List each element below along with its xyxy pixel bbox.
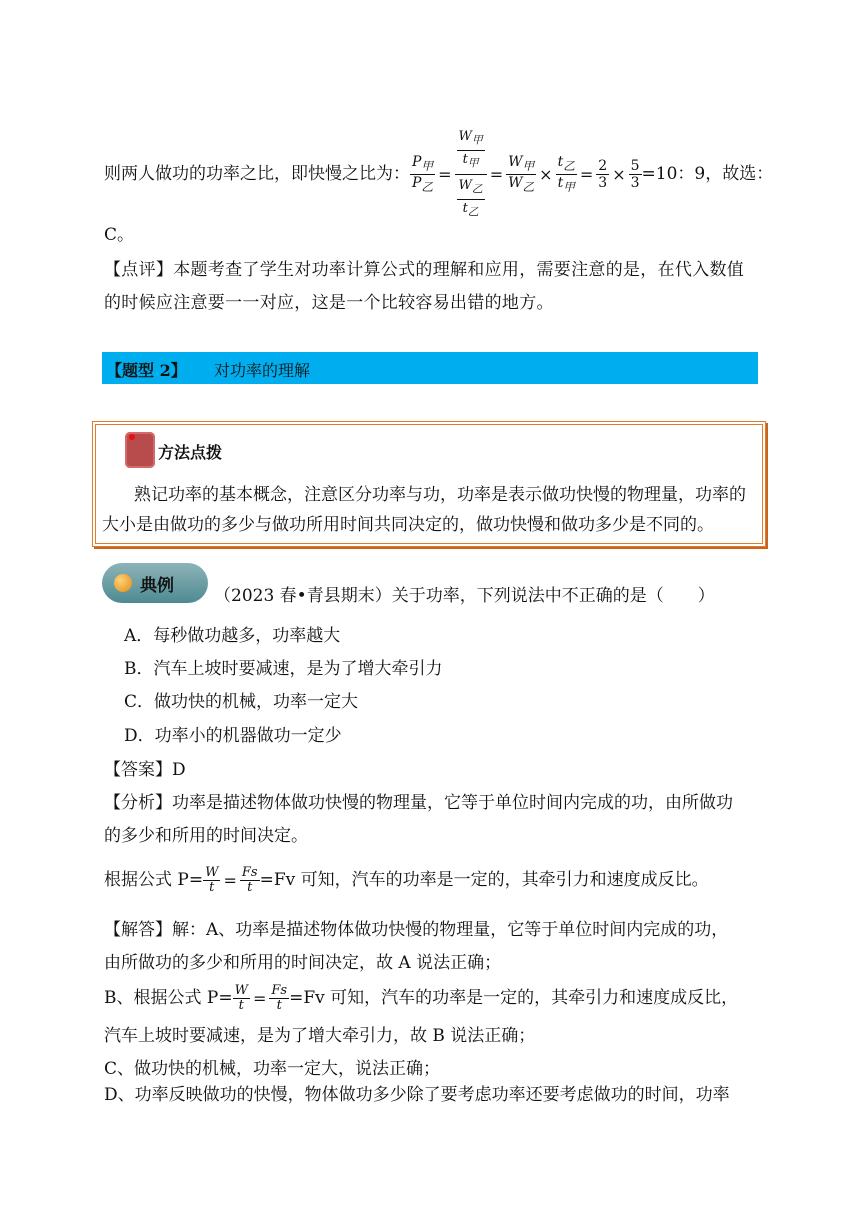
ratio-prefix: 则两人做功的功率之比，即快慢之比为： [104, 164, 410, 185]
analysis-line-1: 【分析】功率是描述物体做功快慢的物理量，它等于单位时间内完成的功，由所做功 [104, 793, 733, 813]
ratio-suffix: =10：9，故选： [641, 164, 774, 185]
time-ratio-fraction: $\frac{t_乙}{t_甲}$ [557, 154, 575, 194]
method-line-1: 熟记功率的基本概念，注意区分功率与功，功率是表示做功快慢的物理量，功率的 [134, 485, 746, 505]
solution-line-2: 由所做功的多少和所用的时间决定，故 A 说法正确； [104, 953, 502, 973]
option-c: C．做功快的机械，功率一定大 [124, 692, 359, 712]
method-line-2: 大小是由做功的多少与做功所用时间共同决定的，做功快慢和做功多少是不同的。 [102, 515, 714, 535]
solution-line-6: D、功率反映做功的快慢，物体做功多少除了要考虑功率还要考虑做功的时间，功率 [104, 1085, 730, 1105]
w-over-t-fraction: $\frac{W}{t}$ [205, 865, 219, 895]
fs-over-t-fraction-b: $\frac{Fs}{t}$ [271, 983, 288, 1013]
solution-line-5: C、做功快的机械，功率一定大，说法正确； [104, 1059, 441, 1079]
fs-over-t-fraction: $\frac{Fs}{t}$ [241, 865, 258, 895]
option-d: D．功率小的机器做功一定少 [124, 726, 342, 746]
work-ratio-fraction: $\frac{W_甲}{W_乙}$ [508, 154, 535, 194]
solution-line-1: 【解答】解：A、功率是描述物体做功快慢的物理量，它等于单位时间内完成的功， [104, 920, 729, 940]
question-type-bar [102, 352, 758, 384]
example-badge-label: 典例 [140, 576, 174, 596]
lhs-fraction: $\frac{P_甲}{P_乙}$ [412, 154, 434, 194]
method-heading: 方法点拨 [158, 443, 223, 462]
solution-line-4: 汽车上坡时要减速，是为了增大牵引力，故 B 说法正确； [104, 1026, 536, 1046]
w-over-t-fraction-b: $\frac{W}{t}$ [234, 983, 248, 1013]
comment-line-1: 【点评】本题考查了学生对功率计算公式的理解和应用，需要注意的是，在代入数值 [104, 260, 745, 280]
orange-ball-icon [114, 574, 132, 592]
type-label: 【题型 2】 [106, 361, 187, 380]
option-a: A．每秒做功越多，功率越大 [124, 626, 341, 646]
formula-line: 根据公式 P= $\frac{W}{t}$ = $\frac{Fs}{t}$ =Fv 可知，汽车的功率是一定的，其牵引力和速度成反比。 [104, 865, 709, 895]
example-question: （2023 春•青县期末）关于功率，下列说法中不正确的是（ ） [214, 586, 715, 606]
answer-line: 【答案】D [104, 760, 186, 780]
power-ratio-line: 则两人做功的功率之比，即快慢之比为： $\frac{P_甲}{P_乙}$ = $\frac{\frac{W_甲}{t_甲}}{\frac{W_乙}{t_乙}}$ = $\frac{W_甲}{W_乙}$ × $\frac{t_乙}{t_甲}$ = $\frac{2}{3}$ × $\frac{5}{3}$ =10：9，故选： [104, 126, 773, 223]
fraction-two-thirds: $\frac{2}{3}$ [598, 158, 608, 192]
option-b: B．汽车上坡时要减速，是为了增大牵引力 [124, 659, 443, 679]
type-title: 对功率的理解 [214, 361, 311, 380]
analysis-line-2: 的多少和所用的时间决定。 [104, 826, 308, 846]
nested-fraction: $\frac{\frac{W_甲}{t_甲}}{\frac{W_乙}{t_乙}}$ [455, 126, 487, 223]
comment-line-2: 的时候应注意要一一对应，这是一个比较容易出错的地方。 [104, 293, 554, 313]
solution-b-formula-line: B、根据公式 P= $\frac{W}{t}$ = $\frac{Fs}{t}$ =Fv 可知，汽车的功率是一定的，其牵引力和速度成反比， [104, 983, 739, 1013]
answer-choice-line: C。 [104, 225, 135, 245]
bookmark-icon [125, 432, 155, 468]
example-badge [102, 563, 208, 603]
fraction-five-thirds: $\frac{5}{3}$ [630, 158, 640, 192]
